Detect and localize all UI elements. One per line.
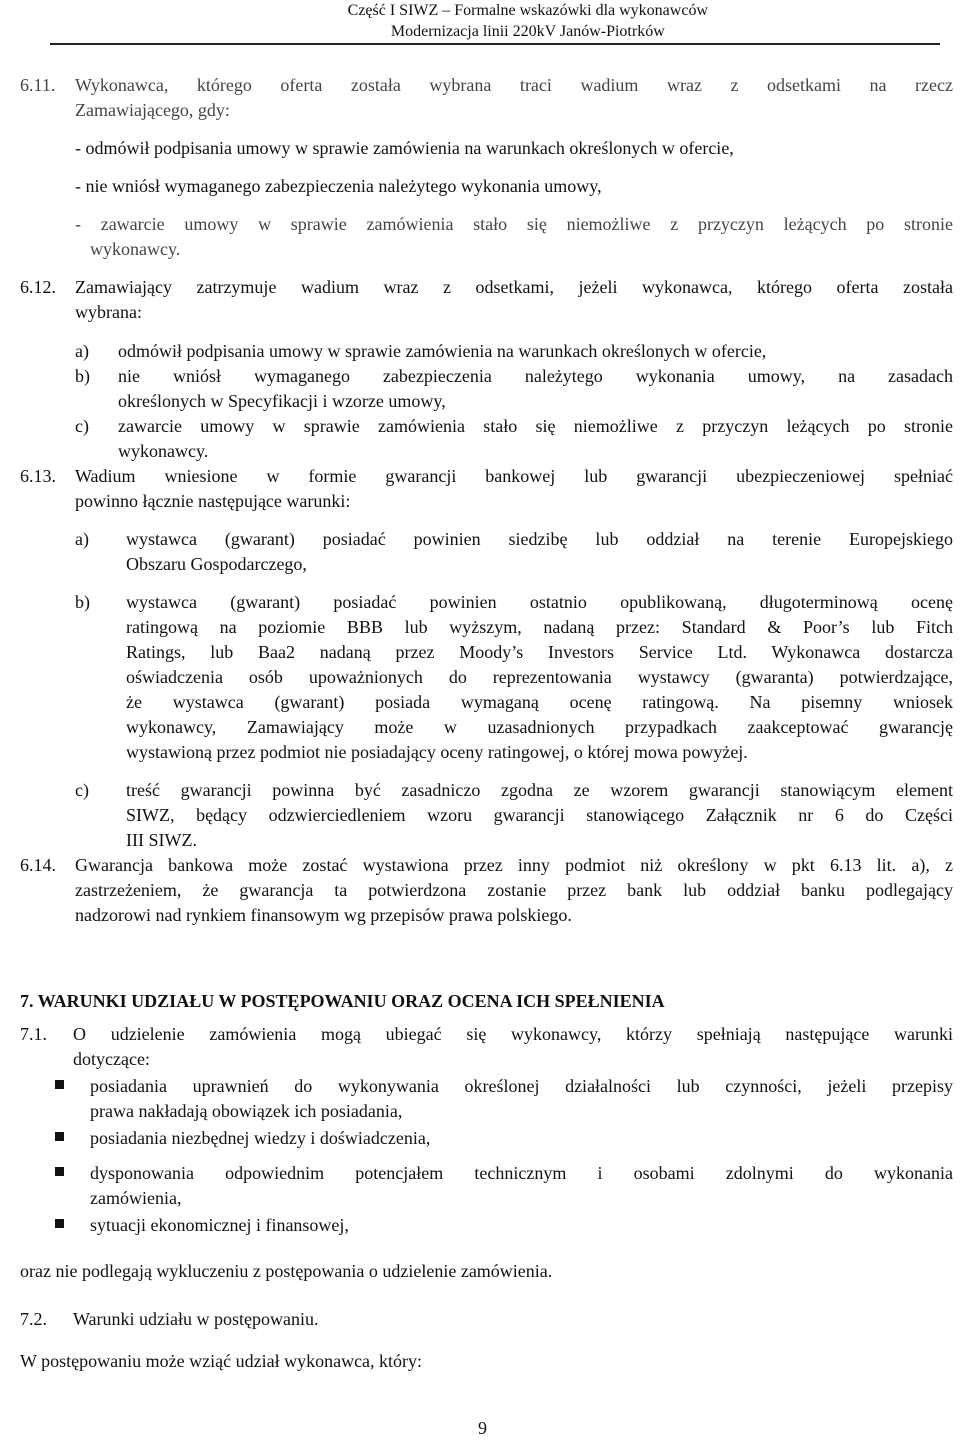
square-bullet-icon [55,1080,64,1089]
header-line-2: Modernizacja linii 220kV Janów-Piotrków [390,23,665,40]
section-6-13-b-line: ratingową na poziomie BBB lub wyższym, nadaną przez: Standard & Poor’s lub Fitch [126,617,953,637]
section-7-1-line1: O udzielenie zamówienia mogą ubiegać się wykonawcy, którzy spełniają następujące warunki [73,1024,953,1044]
page-header [348,0,708,42]
section-7-2-number: 7.2. [20,1309,47,1329]
section-6-12-b-line1: nie wniósł wymaganego zabezpieczenia należytego wykonania umowy, na zasadach [118,366,953,386]
section-6-14-line: zastrzeżeniem, że gwarancja ta potwierdzona zostanie przez bank lub oddział banku podlegający [75,880,953,900]
section-6-14-number: 6.14. [20,855,56,875]
section-6-13-b-line: oświadczenia osób upoważnionych do reprezentowania wystawcy (gwaranta) potwierdzające, [126,667,953,687]
section-6-12-c-line1: zawarcie umowy w sprawie zamówienia stało się niemożliwe z przyczyn leżących po stronie [118,416,953,436]
square-bullet-icon [55,1132,64,1141]
section-6-13-intro-line1: Wadium wniesione w formie gwarancji bankowej lub gwarancji ubezpieczeniowej spełniać [75,466,953,486]
section-6-13-c-line: treść gwarancji powinna być zasadniczo zgodna ze wzorem gwarancji stanowiącym element [126,780,953,800]
section-7-1-line2: dotyczące: [73,1049,150,1069]
bullet-1-line2: prawa nakładają obowiązek ich posiadania, [90,1101,403,1121]
section-6-12-a-label: a) [75,341,89,361]
section-6-12-b-line2: określonych w Specyfikacji i wzorze umowy, [118,391,446,411]
section-6-12-c-label: c) [75,416,89,436]
section-6-13-a-label: a) [75,529,89,549]
section-6-11-number: 6.11. [20,75,56,95]
page-number: 9 [478,1418,487,1438]
bullet-3-line2: zamówienia, [90,1188,182,1208]
bullet-1-line1: posiadania uprawnień do wykonywania określonej działalności lub czynności, jeżeli przepisy [90,1076,953,1096]
section-6-12-intro-line2: wybrana: [75,302,142,322]
section-6-13-b-label: b) [75,592,90,612]
section-6-13-c-label: c) [75,780,89,800]
square-bullet-icon [55,1219,64,1228]
section-7-last-line: W postępowaniu może wziąć udział wykonawca, który: [20,1351,423,1371]
section-6-12-intro-line1: Zamawiający zatrzymuje wadium wraz z odsetkami, jeżeli wykonawca, którego oferta została [75,277,953,297]
section-7-1-number: 7.1. [20,1024,47,1044]
section-6-11-item-2: - nie wniósł wymaganego zabezpieczenia należytego wykonania umowy, [75,176,602,196]
bullet-4: sytuacji ekonomicznej i finansowej, [90,1215,349,1235]
section-6-12-a-text: odmówił podpisania umowy w sprawie zamówienia na warunkach określonych w ofercie, [118,341,767,361]
section-6-14-line: nadzorowi nad rynkiem finansowym wg przepisów prawa polskiego. [75,905,572,925]
section-6-13-c-line: III SIWZ. [126,830,197,850]
section-6-13-c-line: SIWZ, będący odzwierciedleniem wzoru gwarancji stanowiącego Załącznik nr 6 do Części [126,805,953,825]
section-6-13-a-line2: Obszaru Gospodarczego, [126,554,307,574]
section-6-11-item-1: - odmówił podpisania umowy w sprawie zamówienia na warunkach określonych w ofercie, [75,138,734,158]
section-6-11-intro-line1: Wykonawca, którego oferta została wybrana traci wadium wraz z odsetkami na rzecz [75,75,953,95]
section-6-13-intro-line2: powinno łącznie następujące warunki: [75,491,351,511]
section-6-12-number: 6.12. [20,277,56,297]
section-6-13-b-line: Ratings, lub Baa2 nadaną przez Moody’s Investors Service Ltd. Wykonawca dostarcza [126,642,953,662]
section-6-13-a-line1: wystawca (gwarant) posiadać powinien siedzibę lub oddział na terenie Europejskiego [126,529,953,549]
header-line-1: Część I SIWZ – Formalne wskazówki dla wykonawców [347,2,708,19]
section-6-11-intro-line2: Zamawiającego, gdy: [75,100,230,120]
section-6-14-line: Gwarancja bankowa może zostać wystawiona przez inny podmiot niż określony w pkt 6.13 lit. a), z [75,855,953,875]
section-6-13-b-line: wystawca (gwarant) posiadać powinien ostatnio opublikowaną, długoterminową ocenę [126,592,953,612]
bullet-2: posiadania niezbędnej wiedzy i doświadczenia, [90,1128,431,1148]
section-6-13-b-line: wystawioną przez podmiot nie posiadający oceny ratingowej, o której mowa powyżej. [126,742,748,762]
section-6-13-number: 6.13. [20,466,56,486]
section-6-12-b-label: b) [75,366,90,386]
section-6-13-b-line: wykonawcy, Zamawiający może w uzasadnionych przypadkach zaakceptować gwarancję [126,717,953,737]
section-6-12-c-line2: wykonawcy. [118,441,209,461]
section-7-2-text: Warunki udziału w postępowaniu. [73,1309,319,1329]
bullet-3-line1: dysponowania odpowiednim potencjałem technicznym i osobami zdolnymi do wykonania [90,1163,953,1183]
section-7-closing: oraz nie podlegają wykluczeniu z postępowania o udzielenie zamówienia. [20,1261,553,1281]
section-6-11-item-3: - zawarcie umowy w sprawie zamówienia stało się niemożliwe z przyczyn leżących po stronie [75,214,953,234]
section-6-11-item-3-cont: wykonawcy. [90,239,181,259]
header-divider [50,43,940,45]
section-7-heading: 7. WARUNKI UDZIAŁU W POSTĘPOWANIU ORAZ OCENA ICH SPEŁNIENIA [20,991,665,1011]
square-bullet-icon [55,1167,64,1176]
section-6-13-b-line: że wystawca (gwarant) posiada wymaganą ocenę ratingową. Na pisemny wniosek [126,692,953,712]
